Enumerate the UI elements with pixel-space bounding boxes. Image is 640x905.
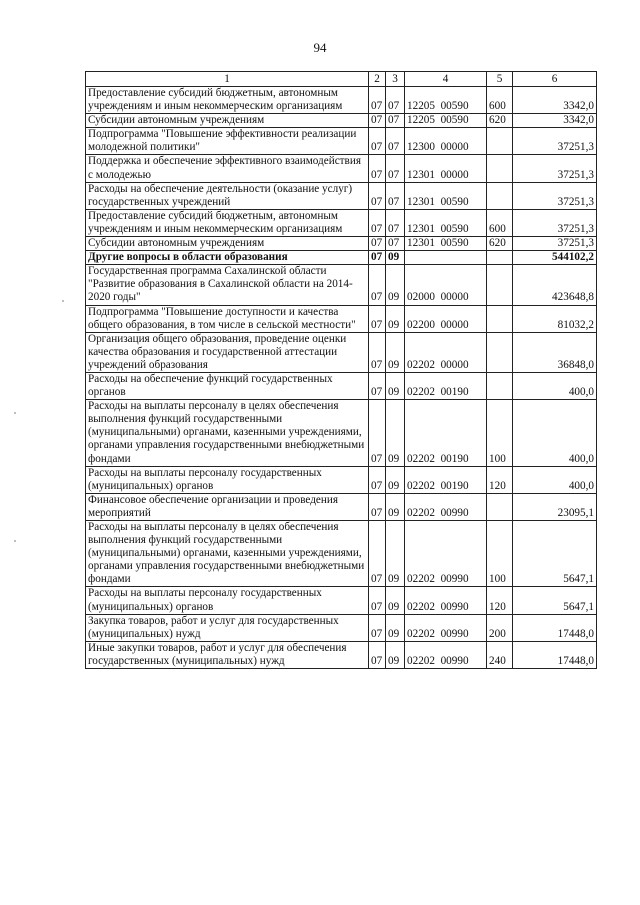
- row-section-cell: 07: [369, 493, 386, 520]
- row-expense-type-cell: [487, 372, 513, 399]
- row-amount-cell: 37251,3: [513, 237, 597, 251]
- row-subsection-cell: 09: [386, 332, 405, 372]
- row-amount-cell: 5647,1: [513, 587, 597, 614]
- row-target-article-cell: 02202 00190: [405, 372, 487, 399]
- table-row: [86, 209, 597, 236]
- table-row: [86, 128, 597, 155]
- row-amount-cell: 36848,0: [513, 332, 597, 372]
- table-row: [86, 400, 597, 466]
- row-expense-type-cell: 120: [487, 587, 513, 614]
- row-section-cell: 07: [369, 305, 386, 332]
- row-section-cell: 07: [369, 587, 386, 614]
- row-target-article-cell: 12205 00590: [405, 114, 487, 128]
- row-expense-type-cell: [487, 332, 513, 372]
- row-target-article-cell: [405, 251, 487, 265]
- row-target-article-cell: 02202 00990: [405, 641, 487, 668]
- row-subsection-cell: 09: [386, 372, 405, 399]
- row-expense-type-cell: 600: [487, 87, 513, 114]
- row-name-cell: Подпрограмма "Повышение доступности и качества общего образования, в том числе в сельской местности": [86, 305, 369, 332]
- row-name-cell: Расходы на выплаты персоналу в целях обеспечения выполнения функций государственными (муниципальными) органами, казенными учреждениями, органами управления государственными внебюджетными фондами: [86, 521, 369, 587]
- table-row: [86, 466, 597, 493]
- row-name-cell: Организация общего образования, проведение оценки качества образования и государственной аттестации учреждений образования: [86, 332, 369, 372]
- row-expense-type-cell: 620: [487, 237, 513, 251]
- header-col-4: 4: [405, 72, 487, 87]
- row-section-cell: 07: [369, 400, 386, 466]
- row-subsection-cell: 09: [386, 493, 405, 520]
- table-row: [86, 265, 597, 305]
- row-name-cell: Закупка товаров, работ и услуг для государственных (муниципальных) нужд: [86, 614, 369, 641]
- row-amount-cell: 17448,0: [513, 614, 597, 641]
- table-row: [86, 182, 597, 209]
- row-amount-cell: 23095,1: [513, 493, 597, 520]
- row-name-cell: Предоставление субсидий бюджетным, автономным учреждениям и иным некоммерческим организациям: [86, 209, 369, 236]
- row-amount-cell: 423648,8: [513, 265, 597, 305]
- table-row: [86, 305, 597, 332]
- row-target-article-cell: 02000 00000: [405, 265, 487, 305]
- row-target-article-cell: 02202 00190: [405, 400, 487, 466]
- row-amount-cell: 3342,0: [513, 114, 597, 128]
- header-col-5: 5: [487, 72, 513, 87]
- row-section-cell: 07: [369, 182, 386, 209]
- row-subsection-cell: 09: [386, 400, 405, 466]
- row-expense-type-cell: 600: [487, 209, 513, 236]
- table-row: [86, 372, 597, 399]
- row-expense-type-cell: 100: [487, 400, 513, 466]
- row-subsection-cell: 09: [386, 521, 405, 587]
- header-col-3: 3: [386, 72, 405, 87]
- row-amount-cell: 37251,3: [513, 182, 597, 209]
- table-row: [86, 237, 597, 251]
- row-amount-cell: 544102,2: [513, 251, 597, 265]
- row-subsection-cell: 09: [386, 614, 405, 641]
- row-amount-cell: 37251,3: [513, 128, 597, 155]
- row-section-cell: 07: [369, 251, 386, 265]
- row-target-article-cell: 02200 00000: [405, 305, 487, 332]
- row-target-article-cell: 02202 00000: [405, 332, 487, 372]
- table-row: [86, 87, 597, 114]
- row-subsection-cell: 09: [386, 265, 405, 305]
- row-amount-cell: 400,0: [513, 466, 597, 493]
- row-expense-type-cell: [487, 251, 513, 265]
- row-name-cell: Расходы на обеспечение деятельности (оказание услуг) государственных учреждений: [86, 182, 369, 209]
- table-row: [86, 587, 597, 614]
- row-section-cell: 07: [369, 641, 386, 668]
- table-row: [86, 493, 597, 520]
- row-section-cell: 07: [369, 87, 386, 114]
- row-expense-type-cell: [487, 265, 513, 305]
- row-name-cell: Иные закупки товаров, работ и услуг для обеспечения государственных (муниципальных) нужд: [86, 641, 369, 668]
- row-expense-type-cell: [487, 155, 513, 182]
- row-name-cell: Поддержка и обеспечение эффективного взаимодействия с молодежью: [86, 155, 369, 182]
- row-target-article-cell: 12301 00590: [405, 182, 487, 209]
- row-name-cell: Другие вопросы в области образования: [86, 251, 369, 265]
- table-header-row: [86, 72, 597, 87]
- row-amount-cell: 81032,2: [513, 305, 597, 332]
- row-target-article-cell: 12301 00000: [405, 155, 487, 182]
- row-section-cell: 07: [369, 332, 386, 372]
- row-name-cell: Предоставление субсидий бюджетным, автономным учреждениям и иным некоммерческим организациям: [86, 87, 369, 114]
- row-expense-type-cell: 240: [487, 641, 513, 668]
- row-name-cell: Расходы на выплаты персоналу государственных (муниципальных) органов: [86, 466, 369, 493]
- row-subsection-cell: 09: [386, 641, 405, 668]
- budget-table: [85, 71, 597, 669]
- row-expense-type-cell: [487, 128, 513, 155]
- row-target-article-cell: 12205 00590: [405, 87, 487, 114]
- row-target-article-cell: 02202 00990: [405, 493, 487, 520]
- row-target-article-cell: 02202 00990: [405, 521, 487, 587]
- table-row: [86, 114, 597, 128]
- row-name-cell: Финансовое обеспечение организации и проведения мероприятий: [86, 493, 369, 520]
- row-name-cell: Подпрограмма "Повышение эффективности реализации молодежной политики": [86, 128, 369, 155]
- table-body: [86, 87, 597, 669]
- row-section-cell: 07: [369, 521, 386, 587]
- row-amount-cell: 5647,1: [513, 521, 597, 587]
- row-section-cell: 07: [369, 209, 386, 236]
- table-row: [86, 251, 597, 265]
- scan-speck: [14, 412, 16, 414]
- row-amount-cell: 17448,0: [513, 641, 597, 668]
- row-section-cell: 07: [369, 114, 386, 128]
- row-subsection-cell: 07: [386, 209, 405, 236]
- row-name-cell: Субсидии автономным учреждениям: [86, 237, 369, 251]
- row-section-cell: 07: [369, 265, 386, 305]
- row-target-article-cell: 02202 00190: [405, 466, 487, 493]
- row-subsection-cell: 07: [386, 87, 405, 114]
- row-subsection-cell: 07: [386, 114, 405, 128]
- page-number: 94: [313, 40, 327, 55]
- row-expense-type-cell: 200: [487, 614, 513, 641]
- scan-speck: [14, 540, 16, 542]
- row-name-cell: Субсидии автономным учреждениям: [86, 114, 369, 128]
- row-subsection-cell: 09: [386, 587, 405, 614]
- row-name-cell: Расходы на обеспечение функций государственных органов: [86, 372, 369, 399]
- table-row: [86, 641, 597, 668]
- row-expense-type-cell: [487, 493, 513, 520]
- table-row: [86, 614, 597, 641]
- row-amount-cell: 37251,3: [513, 155, 597, 182]
- row-section-cell: 07: [369, 372, 386, 399]
- row-amount-cell: 37251,3: [513, 209, 597, 236]
- row-subsection-cell: 07: [386, 128, 405, 155]
- row-name-cell: Расходы на выплаты персоналу в целях обеспечения выполнения функций государственными (муниципальными) органами, казенными учреждениями, органами управления государственными внебюджетными фондами: [86, 400, 369, 466]
- scan-speck: [62, 300, 64, 302]
- row-section-cell: 07: [369, 155, 386, 182]
- row-subsection-cell: 09: [386, 251, 405, 265]
- table-row: [86, 521, 597, 587]
- row-expense-type-cell: 120: [487, 466, 513, 493]
- row-amount-cell: 400,0: [513, 372, 597, 399]
- row-section-cell: 07: [369, 128, 386, 155]
- row-amount-cell: 3342,0: [513, 87, 597, 114]
- row-expense-type-cell: 620: [487, 114, 513, 128]
- row-name-cell: Расходы на выплаты персоналу государственных (муниципальных) органов: [86, 587, 369, 614]
- row-target-article-cell: 12301 00590: [405, 209, 487, 236]
- row-amount-cell: 400,0: [513, 400, 597, 466]
- row-section-cell: 07: [369, 237, 386, 251]
- row-target-article-cell: 02202 00990: [405, 614, 487, 641]
- row-section-cell: 07: [369, 466, 386, 493]
- row-expense-type-cell: [487, 305, 513, 332]
- table-row: [86, 332, 597, 372]
- row-subsection-cell: 07: [386, 155, 405, 182]
- row-subsection-cell: 07: [386, 237, 405, 251]
- row-target-article-cell: 02202 00990: [405, 587, 487, 614]
- header-col-2: 2: [369, 72, 386, 87]
- row-expense-type-cell: [487, 182, 513, 209]
- row-subsection-cell: 09: [386, 466, 405, 493]
- row-subsection-cell: 09: [386, 305, 405, 332]
- header-col-6: 6: [513, 72, 597, 87]
- row-name-cell: Государственная программа Сахалинской области "Развитие образования в Сахалинской области на 2014-2020 годы": [86, 265, 369, 305]
- row-expense-type-cell: 100: [487, 521, 513, 587]
- row-section-cell: 07: [369, 614, 386, 641]
- row-target-article-cell: 12300 00000: [405, 128, 487, 155]
- row-target-article-cell: 12301 00590: [405, 237, 487, 251]
- header-col-1: 1: [86, 72, 369, 87]
- row-subsection-cell: 07: [386, 182, 405, 209]
- table-row: [86, 155, 597, 182]
